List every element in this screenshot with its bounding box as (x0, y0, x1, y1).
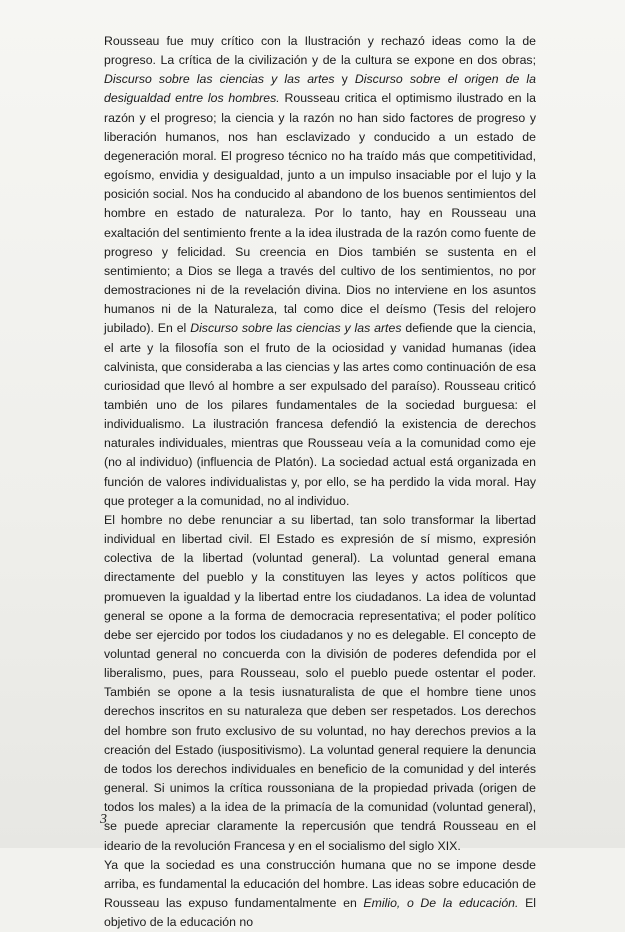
paragraph (104, 856, 536, 932)
paragraph (104, 511, 536, 856)
page-number: 3 (100, 812, 107, 827)
italic-title: Discurso sobre las ciencias y las artes (104, 72, 335, 87)
italic-title: Emilio, o De la educación. (363, 896, 519, 911)
text-run: Rousseau critica el optimismo ilustrado en la razón y el progreso; la ciencia y la razón no han sido factores de progreso y liberación humanos, nos han esclavizado y conducido a un estado de degeneración moral. El progreso técnico no ha traído más que competitividad, egoísmo, envidia y desigualdad, junto a un impulso insaciable por el lujo y la posición social. Nos ha conducido al abandono de los buenos sentimientos del hombre en estado de naturaleza. Por lo tanto, hay en Rousseau una exaltación del sentimiento frente a la idea ilustrada de la razón como fuente de progreso y felicidad. Su creencia en Dios también se sustenta en el sentimiento; a Dios se llega a través del cultivo de los sentimientos, no por demostraciones ni de la revelación divina. Dios no interviene en los asuntos humanos ni de la Naturaleza, tal como dice el deísmo (Tesis del relojero jubilado). En el (104, 91, 536, 336)
paragraph (104, 32, 536, 511)
text-run: y (334, 72, 355, 87)
italic-title: Discurso sobre las ciencias y las artes (190, 321, 402, 336)
text-run: El objetivo de la educación no (104, 896, 536, 930)
italic-title: Discurso sobre el origen de la desigualdad entre los hombres. (104, 72, 536, 106)
text-run: Rousseau fue muy crítico con la Ilustración y rechazó ideas como la de progreso. La crítica de la civilización y de la cultura se expone en dos obras; (104, 34, 536, 68)
text-run: Ya que la sociedad es una construcción humana que no se impone desde arriba, es fundamental la educación del hombre. Las ideas sobre educación de Rousseau las expuso fundamentalmente en (104, 857, 536, 911)
text-run: El hombre no debe renunciar a su libertad, tan solo transformar la libertad individual en libertad civil. El Estado es expresión de sí mismo, expresión colectiva de la libertad (voluntad general). La voluntad general emana directamente del pueblo y la constituyen las leyes y actos políticos que promueven la igualdad y la libertad entre los ciudadanos. La idea de voluntad general se opone a la forma de democracia representativa; el poder político debe ser ejercido por todos los ciudadanos y no es delegable. El concepto de voluntad general no concuerda con la división de poderes defendida por el liberalismo, pues, para Rousseau, solo el pueblo puede ostentar el poder. También se opone a la tesis iusnaturalista de que el hombre tiene unos derechos inscritos en su naturaleza que deben ser respetados. Los derechos del hombre son fruto exclusivo de su voluntad, no hay derechos previos a la creación del Estado (iuspositivismo). La voluntad general requiere la denuncia de todos los derechos individuales en beneficio de la comunidad y del interés general. Si unimos la crítica roussoniana de la propiedad privada (origen de todos los males) a la idea de la primacía de la comunidad (voluntad general), se puede apreciar claramente la repercusión que tendrá Rousseau en el ideario de la revolución Francesa y en el socialismo del siglo XIX. (104, 512, 536, 853)
text-run: defiende que la ciencia, el arte y la filosofía son el fruto de la ociosidad y vanidad humanas (idea calvinista, que consideraba a las ciencias y las artes como continuación de esa curiosidad que llevó al hombre a ser expulsado del paraíso). Rousseau criticó también uno de los pilares fundamentales de la sociedad burguesa: el individualismo. La ilustración francesa defendió la existencia de derechos naturales individuales, mientras que Rousseau veía a la comunidad como eje (no al individuo) (influencia de Platón). La sociedad actual está organizada en función de valores individualistas y, por ello, se ha perdido la vida moral. Hay que proteger a la comunidad, no al individuo. (104, 321, 536, 508)
body-text (104, 32, 536, 932)
